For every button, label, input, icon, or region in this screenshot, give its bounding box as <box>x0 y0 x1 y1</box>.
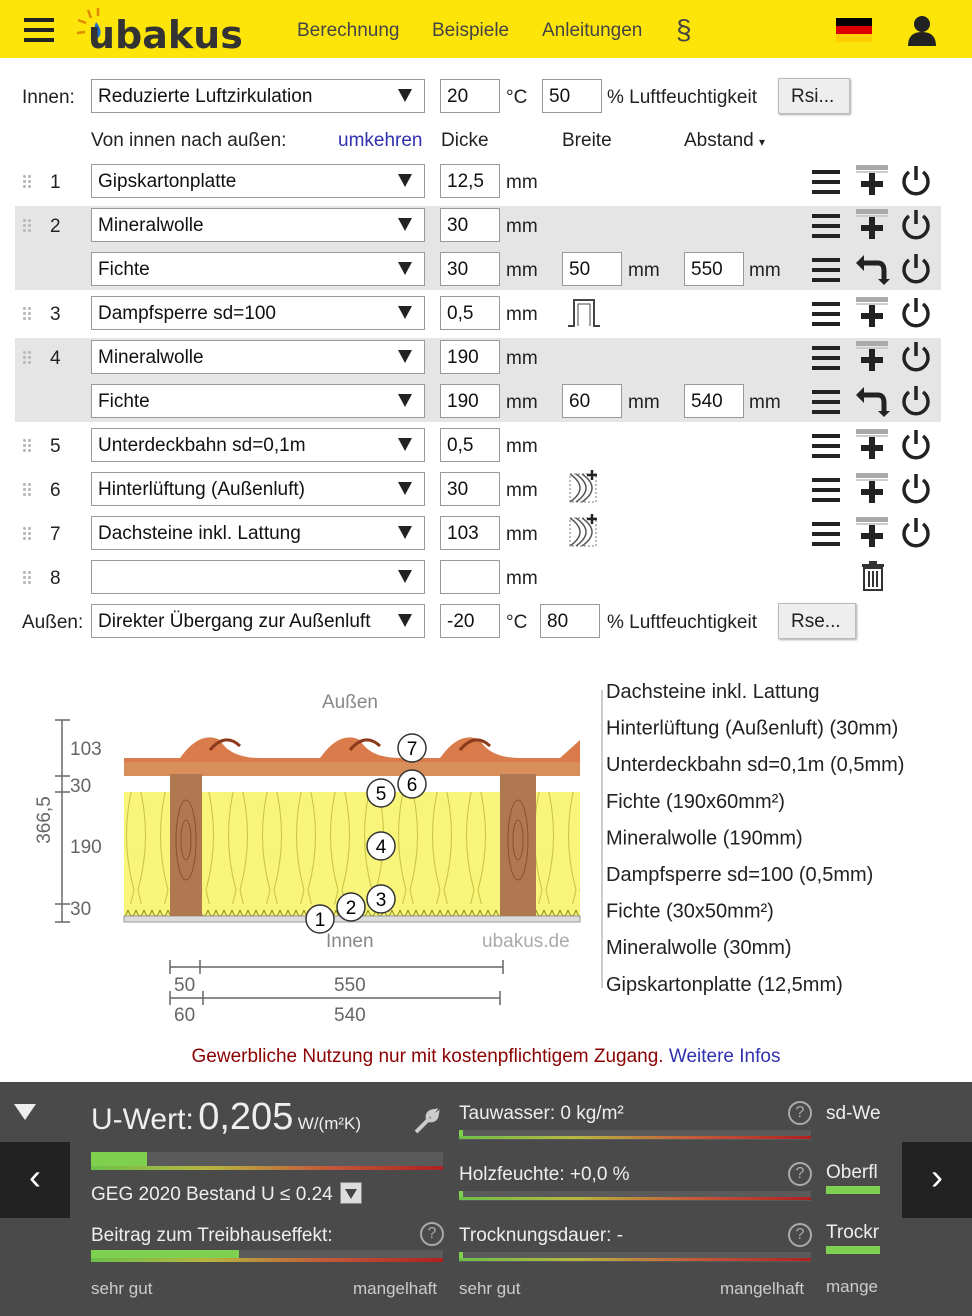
diagram-rafter-right <box>500 774 536 916</box>
chevron-down-icon <box>398 570 412 583</box>
unit-mm: mm <box>506 172 538 193</box>
collapse-icon[interactable] <box>14 1104 36 1120</box>
reorder-menu-icon[interactable] <box>812 346 840 370</box>
rsi-button[interactable]: Rsi... <box>778 78 850 114</box>
diagram-dim-30-bottom: 30 <box>70 899 92 920</box>
layer-marker-1 <box>306 905 334 933</box>
layer-marker-3 <box>367 885 395 913</box>
side-item-sd: sd-We <box>826 1103 881 1124</box>
inside-label: Innen: <box>22 87 75 108</box>
drag-handle-icon[interactable] <box>22 350 32 366</box>
power-toggle-icon[interactable] <box>898 207 934 243</box>
scale-bad-label: mangelhaft <box>353 1279 438 1298</box>
drag-handle-icon[interactable] <box>22 438 32 454</box>
add-sublayer-icon[interactable] <box>854 163 890 199</box>
more-info-link[interactable]: Weitere Infos <box>668 1046 781 1067</box>
user-icon[interactable] <box>906 14 938 46</box>
diagram-batten <box>124 760 580 776</box>
nav-anleitungen[interactable]: Anleitungen <box>542 20 643 41</box>
reorder-menu-icon[interactable] <box>812 170 840 194</box>
wrench-icon[interactable] <box>412 1108 440 1136</box>
diagram-layer-label: Unterdeckbahn sd=0,1m (0,5mm) <box>606 754 905 777</box>
sublayer-width-input[interactable]: 60 <box>562 384 622 418</box>
reorder-menu-icon[interactable] <box>812 302 840 326</box>
inside-temp-input[interactable]: 20 <box>440 79 500 113</box>
wood-moisture-label: Holzfeuchte: +0,0 % <box>459 1164 630 1185</box>
svg-text:7: 7 <box>406 739 418 760</box>
layer-material-select[interactable] <box>91 164 425 198</box>
side-bad-label: mange <box>826 1277 878 1296</box>
add-sublayer-icon[interactable] <box>854 295 890 331</box>
chevron-down-icon <box>398 174 412 187</box>
layer-material-select[interactable] <box>91 296 425 330</box>
drag-handle-icon[interactable] <box>22 482 32 498</box>
nav-legal[interactable]: § <box>676 14 692 45</box>
chevron-down-icon <box>398 482 412 495</box>
layer-number: 1 <box>50 172 61 193</box>
chevron-down-icon <box>398 218 412 231</box>
power-toggle-icon[interactable] <box>898 383 934 419</box>
uvalue-meter-fill <box>91 1152 147 1166</box>
power-toggle-icon[interactable] <box>898 515 934 551</box>
layer-marker-4 <box>367 832 395 860</box>
top-bar <box>0 0 972 58</box>
outside-label: Außen: <box>22 612 84 633</box>
layer-thickness-input[interactable]: 0,5 <box>440 428 500 462</box>
inside-humidity-input[interactable]: 50 <box>542 79 602 113</box>
sublayer-material-select-value: Fichte <box>98 259 150 280</box>
unit-mm: mm <box>749 260 781 281</box>
uvalue-number: 0,205 <box>198 1096 294 1138</box>
diagram-inside-label: Innen <box>326 931 374 952</box>
side-item-surface: Oberfl <box>826 1162 878 1183</box>
layer-material-select-value: Dampfsperre sd=100 <box>98 303 276 324</box>
uvalue-label: U-Wert: <box>91 1103 194 1136</box>
ventilation-icon[interactable] <box>566 514 602 550</box>
drag-handle-icon[interactable] <box>22 218 32 234</box>
add-sublayer-icon[interactable] <box>854 427 890 463</box>
construction-diagram <box>0 670 972 1040</box>
chevron-down-icon <box>398 350 412 363</box>
standard-label: GEG 2020 Bestand U ≤ 0.24 <box>91 1184 333 1205</box>
layer-thickness-input[interactable]: 103 <box>440 516 500 550</box>
unit-mm: mm <box>506 392 538 413</box>
layer-marker-6 <box>398 770 426 798</box>
sublayer-width-input[interactable]: 50 <box>562 252 622 286</box>
scale-bad-label-right: mangelhaft <box>720 1279 805 1298</box>
diagram-dim-width-60: 60 <box>174 1005 196 1026</box>
outside-climate-select[interactable] <box>91 604 425 638</box>
layer-marker-5 <box>367 779 395 807</box>
layer-material-select-value: Mineralwolle <box>98 215 204 236</box>
layer-material-select[interactable] <box>91 516 425 550</box>
diagram-rafter-left <box>170 774 202 916</box>
standard-dropdown[interactable] <box>340 1182 362 1204</box>
diagram-dim-spacing-550: 550 <box>334 975 366 996</box>
help-icon[interactable]: ? <box>420 1222 444 1246</box>
reorder-menu-icon[interactable] <box>812 390 840 414</box>
drying-label: Trocknungsdauer: - <box>459 1225 624 1246</box>
power-toggle-icon[interactable] <box>898 295 934 331</box>
inside-humidity-label: % Luftfeuchtigkeit <box>607 87 757 108</box>
condensate-label: Tauwasser: 0 kg/m² <box>459 1103 624 1124</box>
drag-handle-icon[interactable] <box>22 306 32 322</box>
help-icon[interactable]: ? <box>788 1162 812 1186</box>
unit-mm: mm <box>506 568 538 589</box>
unit-mm: mm <box>506 524 538 545</box>
unit-mm: mm <box>506 480 538 501</box>
svg-text:1: 1 <box>314 910 326 931</box>
layer-thickness-input[interactable]: 190 <box>440 340 500 374</box>
reverse-link[interactable]: umkehren <box>338 130 423 151</box>
ubakus-logo[interactable] <box>74 6 254 54</box>
outside-humidity-input[interactable]: 80 <box>540 604 600 638</box>
german-flag-icon[interactable] <box>836 18 872 42</box>
power-toggle-icon[interactable] <box>898 163 934 199</box>
uvalue-unit: W/(m²K) <box>297 1114 362 1133</box>
diagram-layer-label: Fichte (30x50mm²) <box>606 900 774 923</box>
layer-number: 5 <box>50 436 61 457</box>
svg-text:5: 5 <box>375 784 387 805</box>
diagram-dim-spacing-540: 540 <box>334 1005 366 1026</box>
layer-thickness-input[interactable]: 0,5 <box>440 296 500 330</box>
ventilation-icon[interactable] <box>566 470 602 506</box>
chevron-down-icon <box>398 262 412 275</box>
diagram-outside-label: Außen <box>322 692 378 713</box>
layer-marker-2 <box>337 893 365 921</box>
swap-icon[interactable] <box>854 251 890 287</box>
reorder-menu-icon[interactable] <box>812 214 840 238</box>
scale-good-label: sehr gut <box>91 1279 153 1298</box>
greenhouse-meter-track <box>91 1250 443 1262</box>
layer-number: 3 <box>50 304 61 325</box>
drag-handle-icon[interactable] <box>22 174 32 190</box>
drying-meter <box>459 1252 811 1262</box>
trash-icon[interactable] <box>860 561 886 591</box>
inside-climate-value: Reduzierte Luftzirkulation <box>98 86 313 107</box>
diagram-dim-width-50: 50 <box>174 975 196 996</box>
thickness-header: Dicke <box>441 130 489 151</box>
nav-berechnung[interactable]: Berechnung <box>297 20 400 41</box>
swap-icon[interactable] <box>854 383 890 419</box>
add-sublayer-icon[interactable] <box>854 207 890 243</box>
svg-text:2: 2 <box>345 898 357 919</box>
sublayer-material-select[interactable] <box>91 384 425 418</box>
greenhouse-label: Beitrag zum Treibhauseffekt: <box>91 1225 333 1246</box>
diagram-watermark: ubakus.de <box>482 931 570 952</box>
sublayer-material-select-value: Fichte <box>98 391 150 412</box>
rse-button[interactable]: Rse... <box>778 603 856 639</box>
unit-mm: mm <box>506 348 538 369</box>
layer-thickness-input[interactable]: 12,5 <box>440 164 500 198</box>
uvalue-meter-track <box>91 1152 443 1170</box>
side-surface-meter <box>826 1186 880 1194</box>
chevron-down-icon <box>345 1189 357 1199</box>
svg-text:3: 3 <box>375 890 387 911</box>
diagram-layer-label: Mineralwolle (30mm) <box>606 937 792 960</box>
layer-material-select[interactable] <box>91 428 425 462</box>
inside-temp-unit: °C <box>506 87 528 108</box>
diagram-dim-30-top: 30 <box>70 776 92 797</box>
diagram-layer-label: Dachsteine inkl. Lattung <box>606 681 820 703</box>
power-toggle-icon[interactable] <box>898 251 934 287</box>
layer-material-select-value: Dachsteine inkl. Lattung <box>98 523 301 544</box>
sublayer-material-select[interactable] <box>91 252 425 286</box>
greenhouse-meter-scale <box>91 1258 443 1262</box>
power-toggle-icon[interactable] <box>898 339 934 375</box>
svg-text:ubakus: ubakus <box>88 13 243 54</box>
drag-handle-icon[interactable] <box>22 570 32 586</box>
diagram-total-thickness: 366,5 <box>34 796 55 844</box>
unit-mm: mm <box>628 392 660 413</box>
diagram-dim-190: 190 <box>70 837 102 858</box>
sublayer-spacing-input[interactable]: 550 <box>684 252 744 286</box>
diagram-layer-labels <box>606 681 904 996</box>
layer-number: 8 <box>50 568 61 589</box>
prev-arrow-button[interactable]: ‹ <box>0 1142 70 1218</box>
layer-material-select[interactable] <box>91 472 425 506</box>
reorder-menu-icon[interactable] <box>812 478 840 502</box>
layer-number: 7 <box>50 524 61 545</box>
layer-number: 2 <box>50 216 61 237</box>
condensate-meter-scale <box>459 1136 811 1139</box>
drag-handle-icon[interactable] <box>22 526 32 542</box>
unit-mm: mm <box>749 392 781 413</box>
layer-material-select-value: Unterdeckbahn sd=0,1m <box>98 435 306 456</box>
unit-mm: mm <box>628 260 660 281</box>
outside-humidity-label: % Luftfeuchtigkeit <box>607 612 757 633</box>
help-icon[interactable]: ? <box>788 1101 812 1125</box>
chevron-down-icon <box>398 89 412 102</box>
uvalue-display <box>91 1096 361 1139</box>
nav-beispiele[interactable]: Beispiele <box>432 20 510 41</box>
layer-thickness-input[interactable]: 30 <box>440 208 500 242</box>
results-panel <box>0 1082 972 1316</box>
unit-mm: mm <box>506 436 538 457</box>
layer-number: 4 <box>50 348 61 369</box>
diagram-layer-label: Fichte (190x60mm²) <box>606 790 785 813</box>
width-header: Breite <box>562 130 612 151</box>
layer-thickness-input[interactable]: 30 <box>440 472 500 506</box>
chevron-down-icon <box>398 306 412 319</box>
side-item-drying: Trockr <box>826 1222 880 1243</box>
sublayer-thickness-input[interactable]: 190 <box>440 384 500 418</box>
diagram-layer-label: Dampfsperre sd=100 (0,5mm) <box>606 864 874 886</box>
reorder-menu-icon[interactable] <box>812 434 840 458</box>
reorder-menu-icon[interactable] <box>812 258 840 282</box>
greenhouse-meter-fill <box>91 1250 239 1258</box>
layer-number: 6 <box>50 480 61 501</box>
chevron-down-icon <box>398 438 412 451</box>
condensate-meter <box>459 1130 811 1140</box>
vapor-barrier-icon[interactable] <box>566 294 602 330</box>
layer-material-select-value: Mineralwolle <box>98 347 204 368</box>
chevron-down-icon <box>398 526 412 539</box>
scale-good-label-right: sehr gut <box>459 1279 521 1298</box>
layer-marker-7 <box>398 734 426 762</box>
diagram-layer-label: Gipskartonplatte (12,5mm) <box>606 973 843 996</box>
diagram-dim-103: 103 <box>70 739 102 760</box>
unit-mm: mm <box>506 304 538 325</box>
layer-material-select[interactable] <box>91 208 425 242</box>
add-sublayer-icon[interactable] <box>854 515 890 551</box>
side-drying-meter <box>826 1246 880 1254</box>
sublayer-spacing-input[interactable]: 540 <box>684 384 744 418</box>
power-toggle-icon[interactable] <box>898 427 934 463</box>
sublayer-thickness-input[interactable]: 30 <box>440 252 500 286</box>
direction-label: Von innen nach außen: <box>91 130 287 151</box>
uvalue-meter-scale <box>91 1166 443 1170</box>
wood-moisture-meter <box>459 1191 811 1201</box>
outside-temp-unit: °C <box>506 612 528 633</box>
power-toggle-icon[interactable] <box>898 471 934 507</box>
spacing-header[interactable]: Abstand ▾ <box>684 130 766 151</box>
wood-moisture-meter-scale <box>459 1197 811 1200</box>
notice-text: Gewerbliche Nutzung nur mit kostenpflichtigem Zugang. <box>191 1046 664 1067</box>
diagram-layer-label: Hinterlüftung (Außenluft) (30mm) <box>606 717 899 740</box>
chevron-down-icon <box>398 394 412 407</box>
unit-mm: mm <box>506 260 538 281</box>
commercial-notice <box>0 1046 972 1068</box>
inside-climate-select[interactable] <box>91 79 425 113</box>
outside-temp-input[interactable]: -20 <box>440 604 500 638</box>
unit-mm: mm <box>506 216 538 237</box>
chevron-down-icon <box>398 614 412 627</box>
layer-material-select-value: Gipskartonplatte <box>98 171 237 192</box>
menu-icon[interactable] <box>24 18 54 42</box>
layer-material-select-value: Hinterlüftung (Außenluft) <box>98 479 305 500</box>
layer-material-select[interactable] <box>91 340 425 374</box>
reorder-menu-icon[interactable] <box>812 522 840 546</box>
layer-material-select[interactable] <box>91 560 425 594</box>
next-arrow-button[interactable]: › <box>902 1142 972 1218</box>
svg-text:4: 4 <box>375 837 387 858</box>
svg-text:6: 6 <box>406 775 418 796</box>
diagram-layer-label: Mineralwolle (190mm) <box>606 827 803 850</box>
add-sublayer-icon[interactable] <box>854 471 890 507</box>
layer-thickness-input[interactable] <box>440 560 500 594</box>
drying-meter-scale <box>459 1258 811 1261</box>
outside-climate-value: Direkter Übergang zur Außenluft <box>98 611 371 632</box>
help-icon[interactable]: ? <box>788 1223 812 1247</box>
add-sublayer-icon[interactable] <box>854 339 890 375</box>
